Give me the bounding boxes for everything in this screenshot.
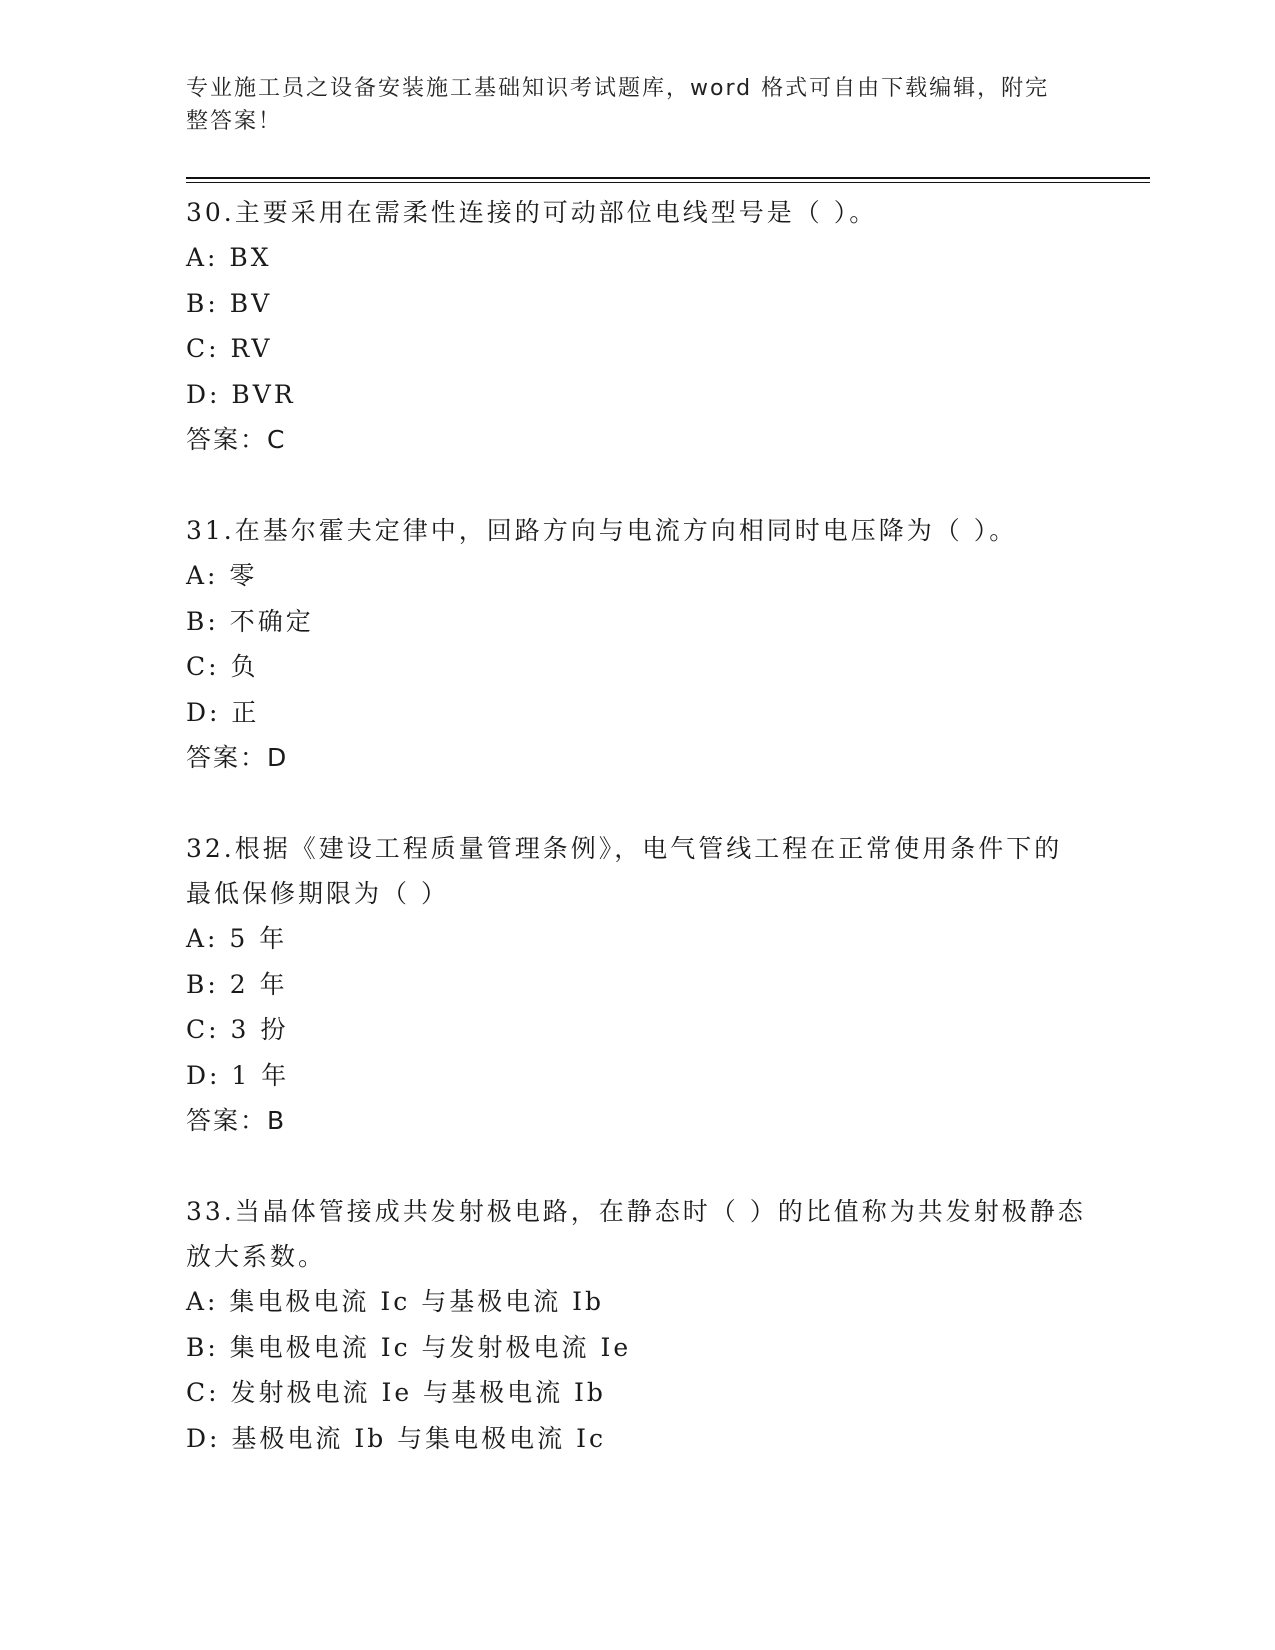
option-c: C: 3 扮 [186,1015,289,1044]
answer: 答案：B [186,1106,287,1135]
question-stem: 32.根据《建设工程质量管理条例》，电气管线工程在正常使用条件下的最低保修期限为（ ） [186,834,1063,908]
option-d: D: BVR [186,379,296,409]
option-d: D: 正 [186,697,260,727]
question-32 [186,826,1086,1143]
option-c: C: 发射极电流 Ie 与基极电流 Ib [186,1378,606,1407]
option-d: D: 1 年 [186,1060,290,1090]
option-b: B: BV [186,288,273,318]
header-rule-thick [186,177,1150,179]
document-header: 专业施工员之设备安装施工基础知识考试题库，word 格式可自由下载编辑，附完整答案！ [186,76,1050,134]
answer: 答案：D [186,743,289,772]
option-a: A: 5 年 [186,924,288,953]
option-a: A: 集电极电流 Ic 与基极电流 Ib [186,1287,605,1316]
question-30 [186,190,1086,462]
option-b: B: 不确定 [186,606,314,636]
question-stem: 33.当晶体管接成共发射极电路，在静态时（ ）的比值称为共发射极静态放大系数。 [186,1197,1086,1271]
option-b: B: 2 年 [186,969,288,999]
option-c: C: 负 [186,652,259,681]
question-31 [186,508,1086,780]
option-b: B: 集电极电流 Ic 与发射极电流 Ie [186,1332,632,1362]
option-d: D: 基极电流 Ib 与集电极电流 Ic [186,1423,607,1453]
question-33 [186,1189,1086,1461]
question-stem: 31.在基尔霍夫定律中，回路方向与电流方向相同时电压降为（ ）。 [186,516,1018,545]
option-c: C: RV [186,334,273,363]
header-rule-thin [186,182,1150,183]
option-a: A: 零 [186,561,258,590]
answer: 答案：C [186,425,287,454]
option-a: A: BX [186,243,272,272]
question-stem: 30.主要采用在需柔性连接的可动部位电线型号是（ ）。 [186,198,878,227]
question-list [186,190,1086,1507]
